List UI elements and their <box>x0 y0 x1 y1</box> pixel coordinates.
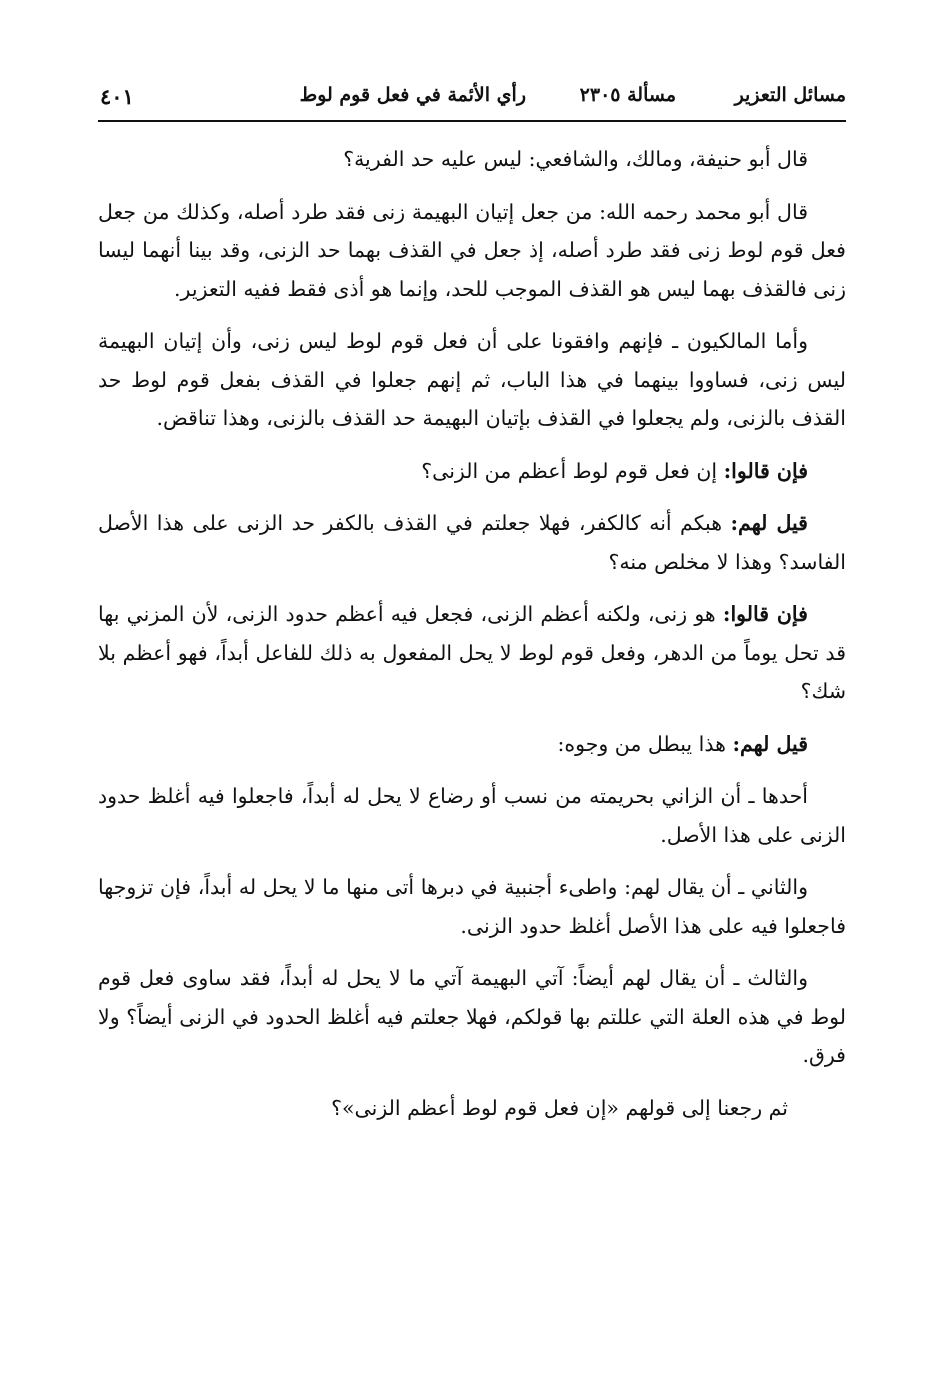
paragraph <box>98 868 846 945</box>
paragraph-text: هبكم أنه كالكفر، فهلا جعلتم في القذف بالكفر حد الزنى على هذا الأصل الفاسد؟ وهذا لا مخلص منه؟ <box>98 511 846 574</box>
paragraph-text: ثم رجعنا إلى قولهم «إن فعل قوم لوط أعظم الزنى»؟ <box>331 1095 788 1120</box>
issue-topic: رأي الأئمة في فعل قوم لوط <box>299 84 526 106</box>
paragraph <box>98 777 846 854</box>
paragraph-lead: قيل لهم: <box>730 511 808 535</box>
paragraph-text: قال أبو محمد رحمه الله: من جعل إتيان البهيمة زنى فقد طرد أصله، وكذلك من جعل فعل قوم لوط زنى فقد طرد أصله، إذ جعل في القذف بهما حد الزنى، وقد بينا أنهما ليسا زنى فالقذف بهما ليس هو القذف الموجب للحد، وإنما هو أذى فقط ففيه التعزير. <box>98 199 846 301</box>
paragraph <box>98 322 846 438</box>
paragraph-lead: فإن قالوا: <box>722 602 808 626</box>
paragraph <box>98 140 846 179</box>
paragraph-text: وأما المالكيون ـ فإنهم وافقونا على أن فعل قوم لوط ليس زنى، وأن إتيان البهيمة ليس زنى، فساووا بينهما في هذا الباب، ثم إنهم جعلوا في القذف بفعل قوم لوط حد القذف بالزنى، ولم يجعلوا في القذف بإتيان البهيمة حد القذف بالزنى، وهذا تناقض. <box>98 329 846 430</box>
paragraph <box>98 959 846 1075</box>
paragraph-text: أحدها ـ أن الزاني بحريمته من نسب أو رضاع لا يحل له أبداً، فاجعلوا فيه أغلظ حدود الزنى على هذا الأصل. <box>98 784 846 847</box>
issue-number: مسألة ٢٣٠٥ <box>579 84 676 106</box>
paragraph <box>98 1089 846 1128</box>
page-number: ٤٠١ <box>100 84 134 109</box>
paragraph-text: والثالث ـ أن يقال لهم أيضاً: آتي البهيمة آتي ما لا يحل له أبداً، فقد ساوى فعل قوم لوط في هذه العلة التي عللتم بها قولكم، فهلا جعلتم فيه أغلظ الحدود في الزنى أيضاً؟ ولا فرق. <box>98 966 846 1067</box>
paragraph-text: هذا يبطل من وجوه: <box>557 731 726 756</box>
paragraph <box>98 452 846 491</box>
paragraph <box>98 595 846 711</box>
paragraph-text: هو زنى، ولكنه أعظم الزنى، فجعل فيه أعظم حدود الزنى، لأن المزني بها قد تحل يوماً من الدهر، وفعل قوم لوط لا يحل المفعول به ذلك للفاعل أبداً، فهو أعظم بلا شك؟ <box>98 602 846 703</box>
paragraph-text: والثاني ـ أن يقال لهم: واطىء أجنبية في دبرها أتى منها ما لا يحل له أبداً، فإن تزوجها فاجعلوا فيه على هذا الأصل أغلظ حدود الزنى. <box>98 875 846 938</box>
paragraph <box>98 725 846 764</box>
paragraph-lead: قيل لهم: <box>732 731 808 756</box>
paragraph-text: قال أبو حنيفة، ومالك، والشافعي: ليس عليه حد الفرية؟ <box>343 147 808 171</box>
paragraph-lead: فإن قالوا: <box>723 458 808 483</box>
page-body <box>98 140 846 1141</box>
paragraph-text: إن فعل قوم لوط أعظم من الزنى؟ <box>421 458 718 483</box>
paragraph <box>98 193 846 309</box>
running-header <box>98 80 846 122</box>
chapter-title: مسائل التعزير <box>734 84 846 106</box>
paragraph <box>98 504 846 581</box>
